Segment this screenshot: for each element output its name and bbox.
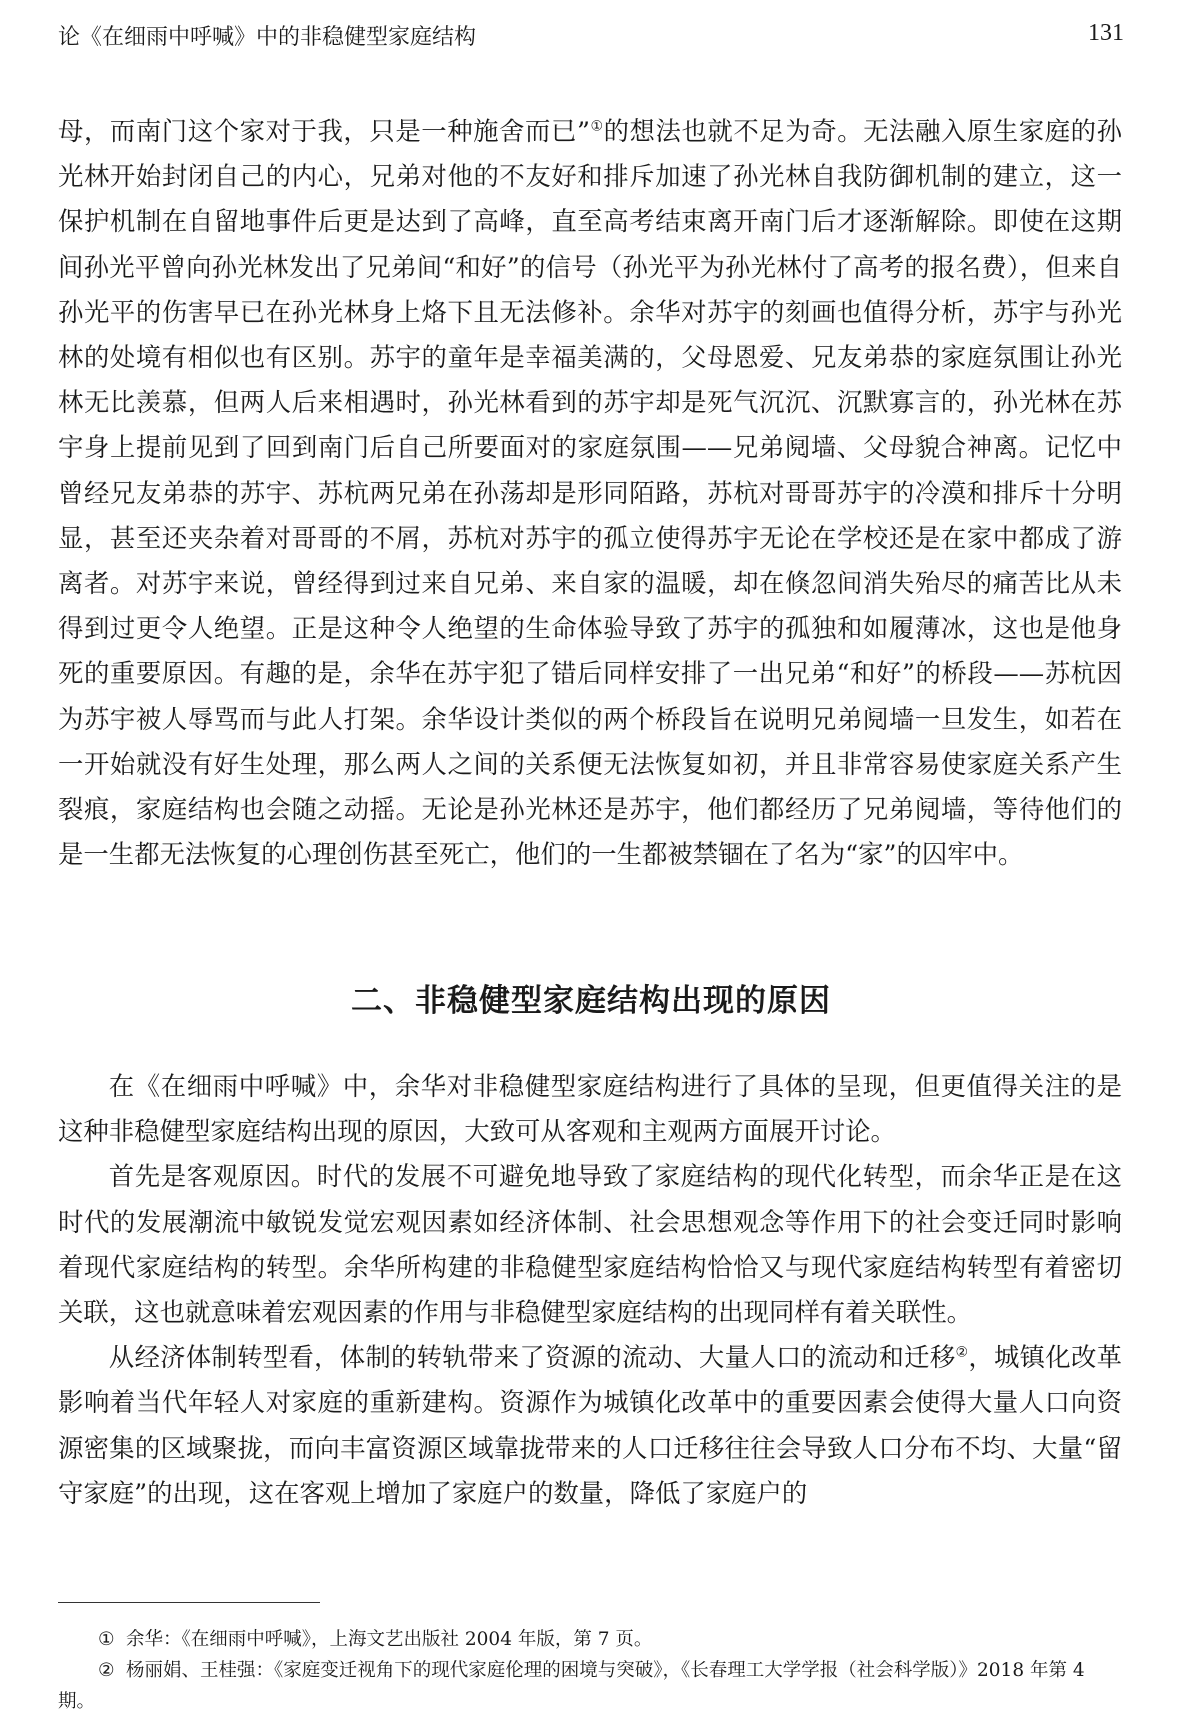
footnotes — [58, 1624, 1122, 1717]
paragraph-text-after: 的想法也就不足为奇。无法融入原生家庭的孙光林开始封闭自己的内心，兄弟对他的不友好和排斥加速了孙光林自我防御机制的建立，这一保护机制在自留地事件后更是达到了高峰，直至高考结束离开南门后才逐渐解除。即使在这期间孙光平曾向孙光林发出了兄弟间“和好”的信号（孙光平为孙光林付了高考的报名费），但来自孙光平的伤害早已在孙光林身上烙下且无法修补。余华对苏宇的刻画也值得分析，苏宇与孙光林的处境有相似也有区别。苏宇的童年是幸福美满的，父母恩爱、兄友弟恭的家庭氛围让孙光林无比羡慕，但两人后来相遇时，孙光林看到的苏宇却是死气沉沉、沉默寡言的，孙光林在苏宇身上提前见到了回到南门后自己所要面对的家庭氛围——兄弟阋墙、父母貌合神离。记忆中曾经兄友弟恭的苏宇、苏杭两兄弟在孙荡却是形同陌路，苏杭对哥哥苏宇的冷漠和排斥十分明显，甚至还夹杂着对哥哥的不屑，苏杭对苏宇的孤立使得苏宇无论在学校还是在家中都成了游离者。对苏宇来说，曾经得到过来自兄弟、来自家的温暖，却在倏忽间消失殆尽的痛苦比从未得到过更令人绝望。正是这种令人绝望的生命体验导致了苏宇的孤独和如履薄冰，这也是他身死的重要原因。有趣的是，余华在苏宇犯了错后同样安排了一出兄弟“和好”的桥段——苏杭因为苏宇被人辱骂而与此人打架。余华设计类似的两个桥段旨在说明兄弟阋墙一旦发生，如若在一开始就没有好生处理，那么两人之间的关系便无法恢复如初，并且非常容易使家庭关系产生裂痕，家庭结构也会随之动摇。无论是孙光林还是苏宇，他们都经历了兄弟阋墙，等待他们的是一生都无法恢复的心理创伤甚至死亡，他们的一生都被禁锢在了名为“家”的囚牢中。 — [58, 116, 1123, 870]
section-heading: 二、非稳健型家庭结构出现的原因 — [351, 983, 831, 1019]
footnote-text: 杨丽娟、王桂强：《家庭变迁视角下的现代家庭伦理的困境与突破》，《长春理工大学学报（社会科学版）》2018 年第 4 期。 — [58, 1660, 1085, 1712]
paragraph: 在《在细雨中呼喊》中，余华对非稳健型家庭结构进行了具体的呈现，但更值得关注的是这种非稳健型家庭结构出现的原因，大致可从客观和主观两方面展开讨论。 — [58, 1071, 1122, 1147]
footnote-ref-2[interactable]: ② — [955, 1344, 969, 1361]
footnote-text: 余华：《在细雨中呼喊》，上海文艺出版社 2004 年版，第 7 页。 — [126, 1629, 653, 1650]
body-text-top — [58, 109, 1122, 877]
footnote-1 — [58, 1624, 1122, 1655]
footnote-marker: ② — [98, 1660, 115, 1681]
paragraph-text-after: ，城镇化改革影响着当代年轻人对家庭的重新建构。资源作为城镇化改革中的重要因素会使得大量人口向资源密集的区域聚拢，而向丰富资源区域靠拢带来的人口迁移往往会导致人口分布不均、大量“留守家庭”的出现，这在客观上增加了家庭户的数量，降低了家庭户的 — [58, 1342, 1123, 1508]
paragraph: 首先是客观原因。时代的发展不可避免地导致了家庭结构的现代化转型，而余华正是在这时代的发展潮流中敏锐发觉宏观因素如经济体制、社会思想观念等作用下的社会变迁同时影响着现代家庭结构的转型。余华所构建的非稳健型家庭结构恰恰又与现代家庭结构转型有着密切关联，这也就意味着宏观因素的作用与非稳健型家庭结构的出现同样有着关联性。 — [58, 1161, 1122, 1328]
page-number: 131 — [1088, 20, 1124, 46]
footnote-divider — [58, 1602, 320, 1603]
footnote-marker: ① — [98, 1629, 115, 1650]
footnote-ref-1[interactable]: ① — [589, 118, 604, 135]
paragraph — [58, 1335, 1122, 1516]
paragraph-text: 从经济体制转型看，体制的转轨带来了资源的流动、大量人口的流动和迁移 — [108, 1342, 956, 1373]
paragraph-text: 母，而南门这个家对于我，只是一种施舍而已” — [58, 116, 590, 146]
body-text-section — [58, 1064, 1122, 1516]
footnote-2 — [58, 1655, 1122, 1717]
running-title: 论《在细雨中呼喊》中的非稳健型家庭结构 — [58, 25, 477, 50]
paragraph-continued — [58, 109, 1122, 877]
